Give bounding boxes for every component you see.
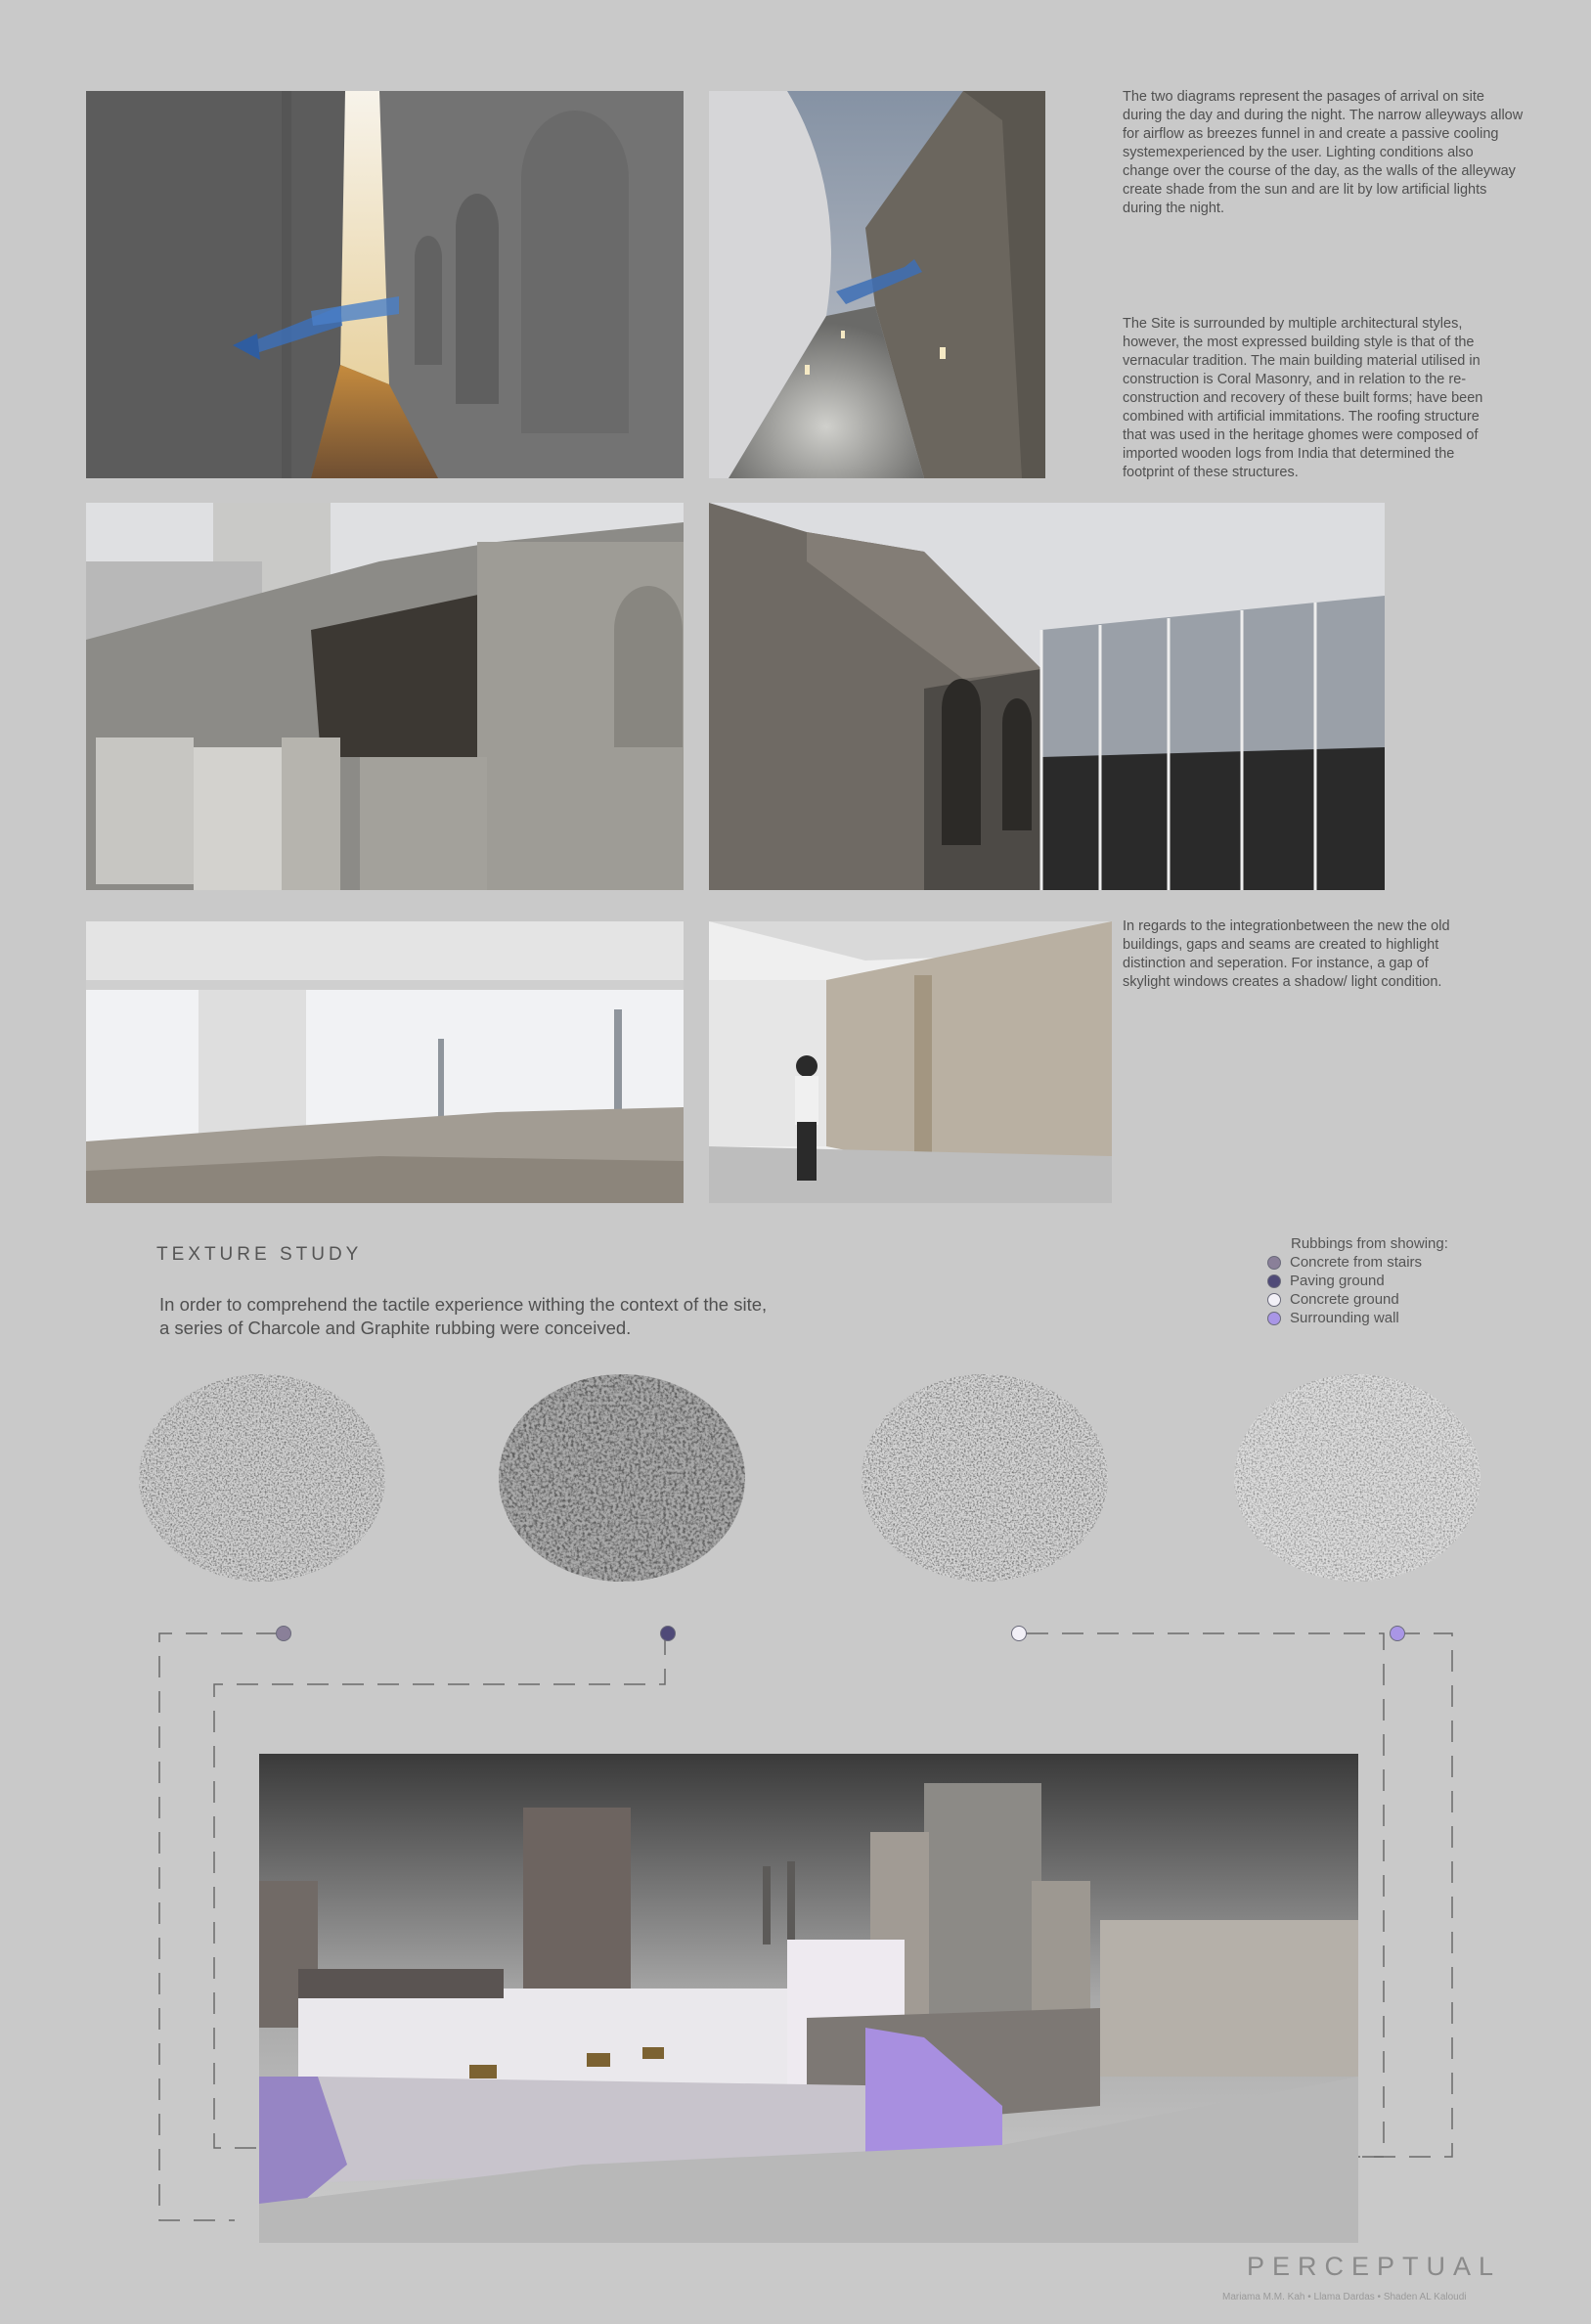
legend-item-label: Surrounding wall bbox=[1290, 1310, 1399, 1326]
node-surrounding-wall bbox=[1390, 1626, 1405, 1641]
arrival-paragraph: The two diagrams represent the pasages of arrival on site during the day and during the night. The narrow alleyways allow for airflow as breezes funnel in and create a passive cooling systemexperienced by the user. Lighting conditions also change over the course of the day, as the walls of the alleyway create shade from the sun and are lit by low artificial lights during the night. bbox=[1123, 89, 1524, 216]
texture-study-heading: TEXTURE STUDY bbox=[156, 1244, 363, 1265]
node-paving-ground bbox=[660, 1626, 676, 1641]
legend-title-text: Rubbings from showing: bbox=[1291, 1235, 1448, 1252]
texture-study-intro-line1: In order to comprehend the tactile experience withing the context of the site, bbox=[159, 1294, 768, 1315]
panel-title: PERCEPTUAL bbox=[1247, 2252, 1502, 2281]
node-concrete-ground bbox=[1011, 1626, 1027, 1641]
node-concrete-stairs bbox=[276, 1626, 291, 1641]
panel-credits: Mariama M.M. Kah • Llama Dardas • Shaden AL Kaloudi bbox=[1222, 2292, 1467, 2302]
legend-item-label: Concrete from stairs bbox=[1290, 1254, 1423, 1271]
integration-paragraph: In regards to the integrationbetween the new the old buildings, gaps and seams are created to highlight distinction and seperation. For instance, a gap of skylight windows creates a shadow/ light condition. bbox=[1123, 918, 1450, 990]
legend-item-label: Paving ground bbox=[1290, 1273, 1385, 1289]
legend-item-label: Concrete ground bbox=[1290, 1291, 1399, 1308]
texture-study-intro-line2: a series of Charcole and Graphite rubbing were conceived. bbox=[159, 1318, 632, 1338]
site-paragraph: The Site is surrounded by multiple architectural styles, however, the most expressed building style is that of the vernacular tradition. The main building material utilised in construction is Coral Masonry, and in relation to the re-construction and recovery of these built forms; have been combined with artificial immitations. The roofing structure that was used in the heritage ghomes were composed of imported wooden logs from India that determined the footprint of these structures. bbox=[1123, 316, 1483, 480]
site-panorama-photo bbox=[259, 1754, 1358, 2243]
